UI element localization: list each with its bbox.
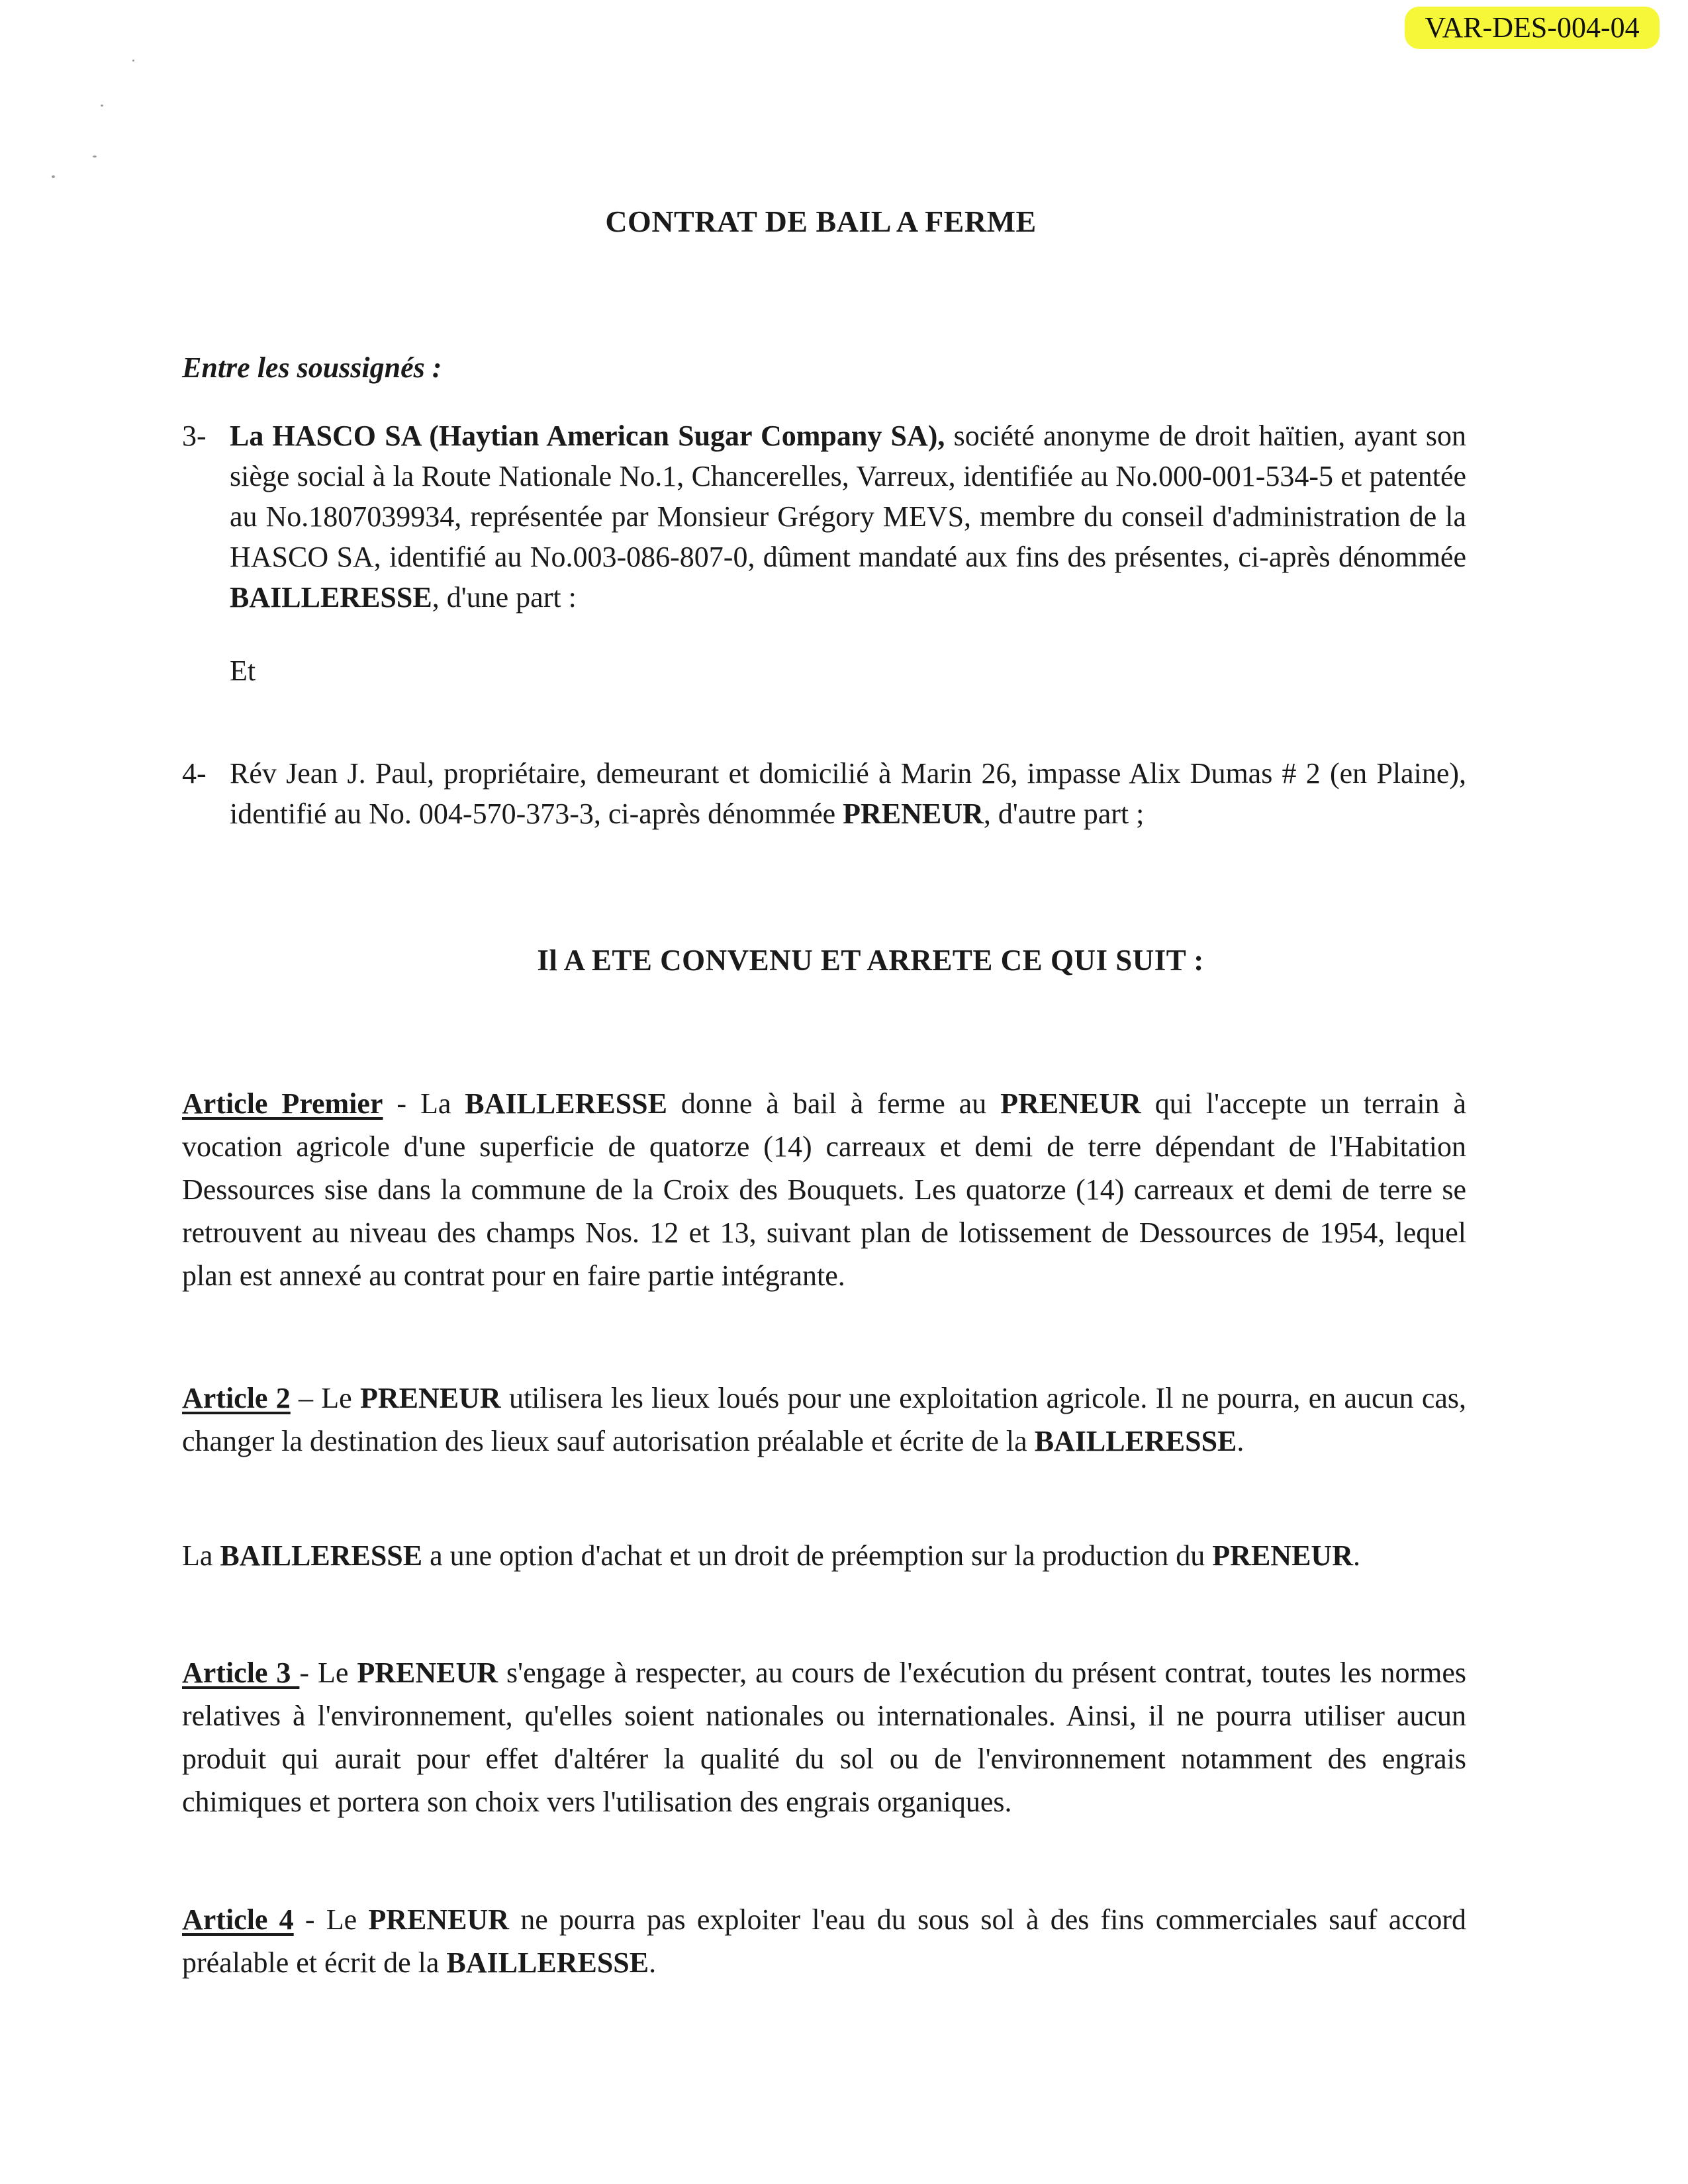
article-bold-term: PRENEUR [1000, 1087, 1141, 1120]
scan-speck [93, 156, 97, 158]
scan-speck [52, 175, 55, 178]
article-text: ne pourra pas exploiter l'eau du sous sol à des fins commerciales sauf accord préalable et écrit de la [182, 1903, 1467, 1979]
scan-speck [101, 105, 103, 107]
article-text: utilisera les lieux loués pour une exploitation agricole. Il ne pourra, en aucun cas, changer la destination des lieux sauf autorisation préalable et écrite de la [182, 1382, 1467, 1457]
party-3 [182, 416, 1466, 617]
party-4 [182, 753, 1466, 834]
article-text: . [1237, 1425, 1244, 1457]
article-text: . [649, 1946, 657, 1979]
article-text: - Le [299, 1657, 357, 1689]
party-4-body [230, 753, 1466, 834]
scan-speck [132, 60, 134, 62]
article-4 [182, 1898, 1466, 1984]
article-text: La [182, 1539, 220, 1572]
article-1-title: Article Premier [182, 1087, 383, 1120]
parties-intro: Entre les soussignés : [182, 351, 442, 384]
section-heading: Il A ETE CONVENU ET ARRETE CE QUI SUIT : [537, 944, 1204, 977]
party-4-text: Rév Jean J. Paul, propriétaire, demeurant et domicilié à Marin 26, impasse Alix Dumas # 2 (en Plaine), identifié au No. 004-570-373-3, ci-après dénommée [230, 757, 1466, 830]
article-text: – Le [290, 1382, 360, 1414]
document-title: CONTRAT DE BAIL A FERME [605, 205, 1037, 238]
article-2-option-paragraph [182, 1534, 1466, 1577]
article-text: s'engage à respecter, au cours de l'exécution du présent contrat, toutes les normes relatives à l'environnement, qu'elles soient nationales ou internationales. Ainsi, il ne pourra utiliser aucun produit qui aurait pour effet d'altérer la qualité du sol ou de l'environnement notamment des engrais chimiques et portera son choix vers l'utilisation des engrais organiques. [182, 1657, 1466, 1818]
article-text: donne à bail à ferme au [667, 1087, 1001, 1120]
article-text: - Le [293, 1903, 369, 1936]
article-3-title: Article 3 [182, 1657, 300, 1689]
article-bold-term: BAILLERESSE [446, 1946, 649, 1979]
document-id-label: VAR-DES-004-04 [1405, 7, 1660, 49]
party-4-number: 4- [182, 757, 207, 790]
article-bold-term: BAILLERESSE [220, 1539, 423, 1572]
party-4-suffix: , d'autre part ; [983, 797, 1145, 830]
party-3-name: La HASCO SA (Haytian American Sugar Company SA), [230, 420, 945, 452]
article-4-title: Article 4 [182, 1903, 294, 1936]
article-text: qui l'accepte un terrain à vocation agricole d'une superficie de quatorze (14) carreaux et demi de terre dépendant de l'Habitation Dessources sise dans la commune de la Croix des Bouquets. Les quatorze (14) carreaux et demi de terre se retrouvent au niveau des champs Nos. 12 et 13, suivant plan de lotissement de Dessources de 1954, lequel plan est annexé au contrat pour en faire partie intégrante. [182, 1087, 1467, 1292]
party-4-role: PRENEUR [843, 797, 984, 830]
party-3-role: BAILLERESSE [230, 581, 432, 614]
conjunction-et: Et [230, 655, 256, 687]
article-2-title: Article 2 [182, 1382, 291, 1414]
article-text: . [1352, 1539, 1360, 1572]
article-bold-term: PRENEUR [359, 1382, 501, 1414]
article-bold-term: BAILLERESSE [1034, 1425, 1237, 1457]
article-1 [182, 1082, 1466, 1297]
party-3-body [230, 416, 1466, 617]
article-bold-term: BAILLERESSE [465, 1087, 667, 1120]
party-3-text: société anonyme de droit haïtien, ayant son siège social à la Route Nationale No.1, Chancerelles, Varreux, identifiée au No.000-001-534-5 et patentée au No.1807039934, représentée par Monsieur Grégory MEVS, membre du conseil d'administration de la HASCO SA, identifié au No.003-086-807-0, dûment mandaté aux fins des présentes, ci-après dénommée [230, 420, 1467, 573]
article-bold-term: PRENEUR [368, 1903, 510, 1936]
article-text: a une option d'achat et un droit de préemption sur la production du [422, 1539, 1213, 1572]
party-3-suffix: , d'une part : [432, 581, 577, 614]
article-text: - La [383, 1087, 465, 1120]
party-3-number: 3- [182, 420, 207, 452]
article-bold-term: PRENEUR [1212, 1539, 1353, 1572]
article-3 [182, 1651, 1466, 1823]
article-bold-term: PRENEUR [357, 1657, 498, 1689]
article-2 [182, 1377, 1466, 1463]
